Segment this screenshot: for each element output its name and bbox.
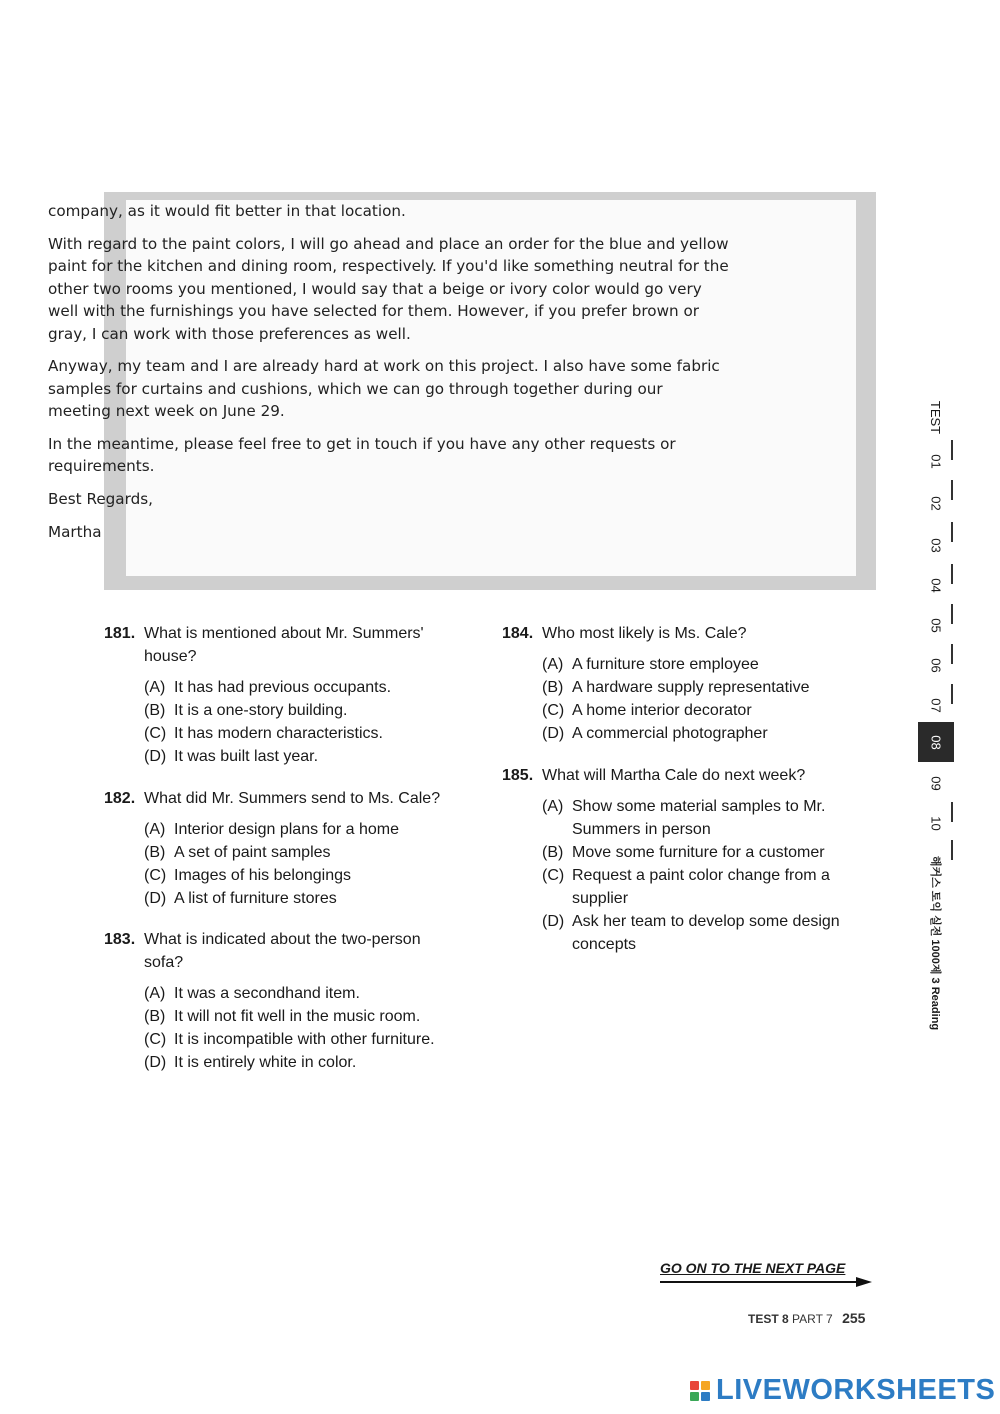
passage-closing: Best Regards, bbox=[48, 489, 153, 508]
option-b[interactable]: (B) It will not fit well in the music room. bbox=[144, 1008, 421, 1025]
page-number: 255 bbox=[842, 1310, 866, 1326]
question-text: What will Martha Cale do next week? bbox=[542, 767, 806, 784]
option-b[interactable]: (B) It is a one-story building. bbox=[144, 702, 348, 719]
option-c[interactable]: (C) A home interior decorator bbox=[542, 702, 752, 719]
option-d[interactable]: (D) Ask her team to develop some design concepts bbox=[542, 913, 840, 953]
question-text: Who most likely is Ms. Cale? bbox=[542, 625, 747, 642]
next-page-label: GO ON TO THE NEXT PAGE bbox=[660, 1260, 846, 1276]
option-a[interactable]: (A) It was a secondhand item. bbox=[144, 985, 360, 1002]
question-number: 184. bbox=[502, 625, 534, 642]
options-list bbox=[144, 982, 474, 1074]
tab-01[interactable]: 01 bbox=[928, 453, 944, 469]
option-b[interactable]: (B) Move some furniture for a customer bbox=[542, 844, 825, 861]
options-list bbox=[144, 818, 484, 910]
question-182 bbox=[104, 787, 484, 910]
option-c[interactable]: (C) It is incompatible with other furniture. bbox=[144, 1031, 435, 1048]
passage-paragraph: Anyway, my team and I are already hard at work on this project. I also have some fabric samples for curtains and cushions, which we can go through together during our meeting next week on June 29. bbox=[48, 357, 720, 420]
footer-test: TEST 8 bbox=[748, 1312, 789, 1326]
footer-part: PART 7 bbox=[792, 1312, 833, 1326]
tab-test[interactable]: TEST bbox=[928, 400, 944, 434]
passage-signature: Martha bbox=[48, 523, 102, 541]
logo-text: LIVEWORKSHEETS bbox=[716, 1374, 996, 1406]
tab-10[interactable]: 10 bbox=[928, 815, 944, 831]
option-c[interactable]: (C) Images of his belongings bbox=[144, 867, 351, 884]
options-list bbox=[542, 653, 882, 745]
question-number: 183. bbox=[104, 931, 136, 948]
question-text: What is indicated about the two-person sofa? bbox=[144, 931, 421, 971]
arrow-right-icon bbox=[660, 1276, 874, 1288]
question-184 bbox=[502, 622, 882, 745]
question-text: What is mentioned about Mr. Summers' house? bbox=[144, 625, 424, 665]
question-number: 182. bbox=[104, 790, 136, 807]
tab-07[interactable]: 07 bbox=[928, 697, 944, 713]
option-b[interactable]: (B) A set of paint samples bbox=[144, 844, 331, 861]
liveworksheets-logo bbox=[690, 1374, 995, 1407]
option-a[interactable]: (A) A furniture store employee bbox=[542, 656, 759, 673]
option-c[interactable]: (C) Request a paint color change from a supplier bbox=[542, 867, 830, 907]
tab-08[interactable]: 08 bbox=[918, 722, 954, 762]
option-d[interactable]: (D) It was built last year. bbox=[144, 748, 319, 765]
options-list bbox=[542, 795, 872, 956]
question-185 bbox=[502, 764, 872, 956]
tab-05[interactable]: 05 bbox=[928, 617, 944, 633]
passage-paragraph: company, as it would fit better in that location. bbox=[48, 202, 406, 220]
option-a[interactable]: (A) Interior design plans for a home bbox=[144, 821, 400, 838]
tab-03[interactable]: 03 bbox=[928, 537, 944, 553]
option-d[interactable]: (D) A list of furniture stores bbox=[144, 890, 337, 907]
option-b[interactable]: (B) A hardware supply representative bbox=[542, 679, 810, 696]
book-title: 해커스 토익 실전 1000제 3 Reading bbox=[929, 855, 941, 1031]
tab-04[interactable]: 04 bbox=[928, 577, 944, 593]
question-number: 181. bbox=[104, 625, 136, 642]
options-list bbox=[144, 676, 474, 768]
option-a[interactable]: (A) It has had previous occupants. bbox=[144, 679, 392, 696]
option-d[interactable]: (D) It is entirely white in color. bbox=[144, 1054, 357, 1071]
passage-paragraph: In the meantime, please feel free to get in touch if you have any other requests or requirements. bbox=[48, 434, 676, 475]
logo-icon bbox=[690, 1381, 710, 1401]
tab-09[interactable]: 09 bbox=[928, 775, 944, 791]
question-number: 185. bbox=[502, 767, 534, 784]
question-183 bbox=[104, 928, 474, 1074]
question-text: What did Mr. Summers send to Ms. Cale? bbox=[144, 790, 441, 807]
tab-02[interactable]: 02 bbox=[928, 495, 944, 511]
test-sidebar bbox=[918, 396, 954, 1036]
option-d[interactable]: (D) A commercial photographer bbox=[542, 725, 768, 742]
question-181 bbox=[104, 622, 474, 768]
next-page-link[interactable] bbox=[660, 1260, 874, 1278]
option-a[interactable]: (A) Show some material samples to Mr. Summers in person bbox=[542, 798, 826, 838]
page-footer bbox=[748, 1310, 865, 1326]
passage-text bbox=[48, 200, 730, 555]
tab-06[interactable]: 06 bbox=[928, 657, 944, 673]
option-c[interactable]: (C) It has modern characteristics. bbox=[144, 725, 383, 742]
passage-paragraph: With regard to the paint colors, I will go ahead and place an order for the blue and yellow paint for the kitchen and dining room, respectively. If you'd like something neutral for the other two rooms you mentioned, I would say that a beige or ivory color would go very well with the furnishings you have selected for them. However, if you prefer brown or gray, I can work with those preferences as well. bbox=[48, 234, 729, 343]
